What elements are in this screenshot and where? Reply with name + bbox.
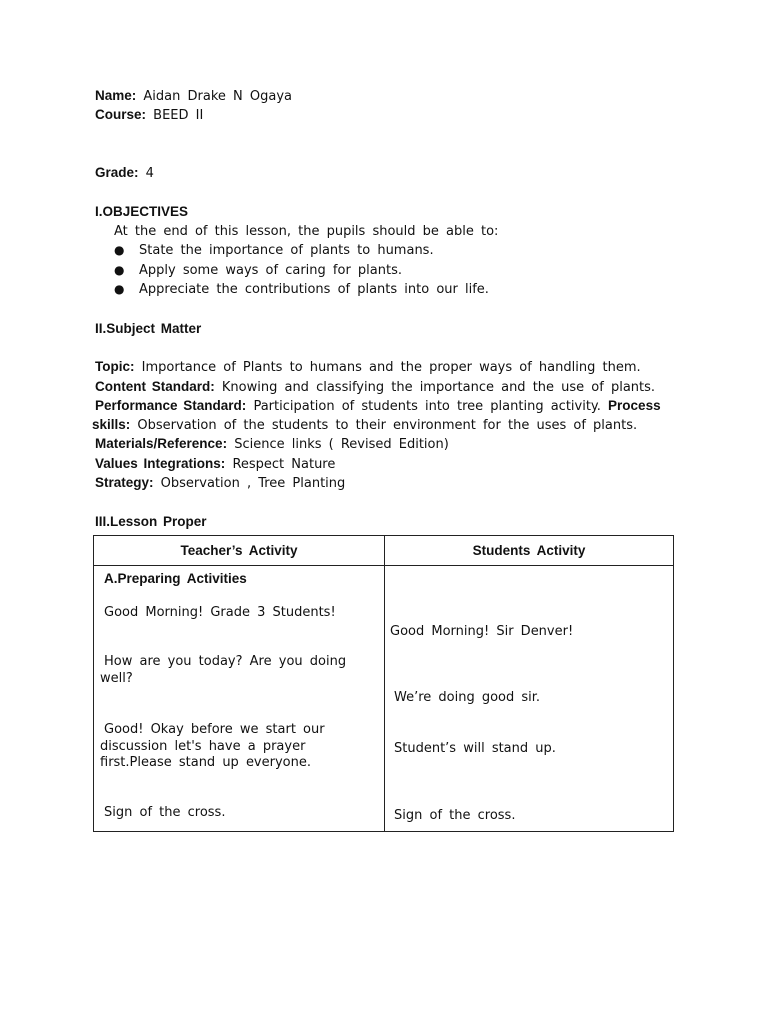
materials-value: Science links ( Revised Edition) bbox=[234, 437, 449, 452]
performance-standard-label: Performance Standard: bbox=[95, 398, 247, 413]
process-skills-row bbox=[92, 417, 637, 433]
lesson-proper-heading: III.Lesson Proper bbox=[95, 514, 207, 529]
performance-standard-row bbox=[95, 398, 661, 414]
table-row bbox=[94, 566, 674, 832]
students-activity-header: Students Activity bbox=[385, 536, 674, 566]
objective-item: Apply some ways of caring for plants. bbox=[139, 263, 402, 278]
name-value: Aidan Drake N Ogaya bbox=[143, 89, 292, 104]
objective-item: Appreciate the contributions of plants into our life. bbox=[139, 282, 489, 297]
strategy-row bbox=[95, 475, 345, 491]
values-row bbox=[95, 456, 335, 472]
teacher-line-text: How are you today? Are you doing well? bbox=[100, 654, 347, 686]
course-row bbox=[95, 107, 203, 123]
content-standard-row bbox=[95, 379, 655, 395]
process-skills-label-part2: skills: bbox=[92, 417, 131, 432]
content-standard-label: Content Standard: bbox=[95, 379, 215, 394]
grade-value: 4 bbox=[145, 166, 154, 181]
objectives-intro: At the end of this lesson, the pupils should be able to: bbox=[114, 224, 499, 239]
students-cell bbox=[385, 566, 674, 832]
content-standard-value: Knowing and classifying the importance and the use of plants. bbox=[221, 380, 656, 395]
teacher-line: Good Morning! Grade 3 Students! bbox=[104, 605, 336, 620]
process-skills-value: Observation of the students to their environment for the uses of plants. bbox=[137, 418, 638, 433]
subject-matter-heading: II.Subject Matter bbox=[95, 321, 202, 336]
grade-row bbox=[95, 165, 154, 181]
teacher-line bbox=[100, 722, 375, 772]
performance-standard-value: Participation of students into tree planting activity. bbox=[253, 399, 601, 414]
course-value: BEED II bbox=[153, 108, 204, 123]
values-value: Respect Nature bbox=[232, 457, 336, 472]
teacher-activity-header: Teacher’s Activity bbox=[94, 536, 385, 566]
bullet-icon: ● bbox=[114, 243, 125, 257]
teacher-line bbox=[100, 654, 375, 687]
objective-item: State the importance of plants to humans. bbox=[139, 243, 434, 258]
values-label: Values Integrations: bbox=[95, 456, 226, 471]
strategy-value: Observation , Tree Planting bbox=[160, 476, 346, 491]
bullet-icon: ● bbox=[114, 282, 125, 296]
topic-row bbox=[95, 359, 641, 375]
name-label: Name: bbox=[95, 88, 137, 103]
preparing-activities-subheading: A.Preparing Activities bbox=[104, 571, 247, 586]
process-skills-label-part1: Process bbox=[608, 398, 661, 413]
name-row bbox=[95, 88, 292, 104]
materials-row bbox=[95, 436, 449, 452]
objectives-heading: I.OBJECTIVES bbox=[95, 204, 189, 219]
grade-label: Grade: bbox=[95, 165, 139, 180]
student-line: We’re doing good sir. bbox=[394, 690, 541, 705]
student-line: Sign of the cross. bbox=[394, 808, 516, 823]
student-line: Good Morning! Sir Denver! bbox=[390, 624, 574, 639]
lesson-table bbox=[93, 535, 674, 832]
teacher-line-text: Good! Okay before we start our discussion let's have a prayer first.Please stand up everyone. bbox=[100, 722, 325, 770]
course-label: Course: bbox=[95, 107, 147, 122]
teacher-cell bbox=[94, 566, 385, 832]
table-header-row bbox=[94, 536, 674, 566]
strategy-label: Strategy: bbox=[95, 475, 154, 490]
bullet-icon: ● bbox=[114, 263, 125, 277]
materials-label: Materials/Reference: bbox=[95, 436, 228, 451]
teacher-line: Sign of the cross. bbox=[104, 805, 226, 820]
topic-value: Importance of Plants to humans and the proper ways of handling them. bbox=[141, 360, 641, 375]
student-line: Student’s will stand up. bbox=[394, 741, 556, 756]
topic-label: Topic: bbox=[95, 359, 135, 374]
